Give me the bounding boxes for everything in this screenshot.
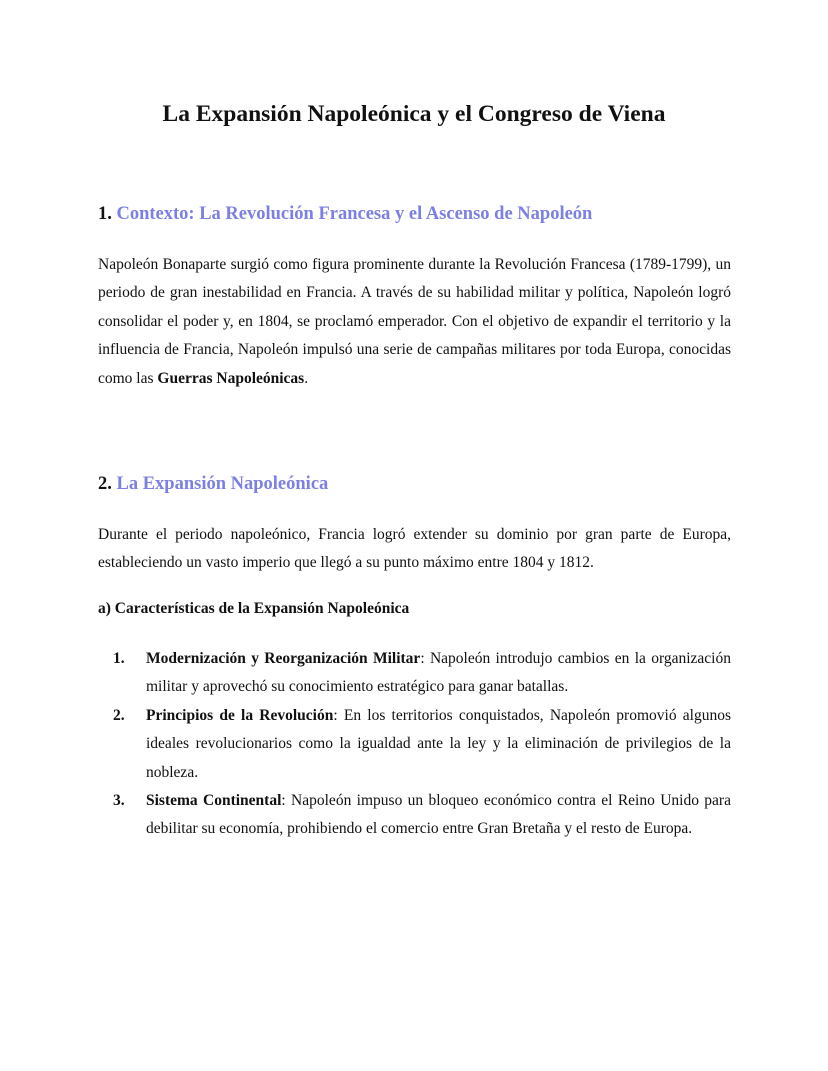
list-item-term: Sistema Continental — [146, 792, 282, 810]
list-item-text: : En los territorios conquistados, Napoleón promovió algunos ideales revolucionarios como la igualdad ante la ley y la eliminación de privilegios de la nobleza. — [146, 706, 731, 781]
section-2-paragraph: Durante el periodo napoleónico, Francia logró extender su dominio por gran parte de Europa, estableciendo un vasto imperio que llegó a su punto máximo entre 1804 y 1812. — [98, 526, 731, 572]
list-item — [98, 702, 731, 787]
list-item-term: Modernización y Reorganización Militar — [146, 650, 421, 667]
subsection-heading: a) Características de la Expansión Napoleónica — [98, 600, 410, 617]
list-item — [98, 645, 731, 702]
section-heading-2 — [98, 471, 328, 497]
list-item — [98, 787, 731, 844]
section-heading-1 — [98, 201, 592, 227]
section-heading-text: La Expansión Napoleónica — [116, 474, 329, 494]
bold-term: Guerras Napoleónicas — [157, 369, 305, 387]
list-item-term: Principios de la Revolución — [146, 706, 334, 724]
paragraph-text: Napoleón Bonaparte surgió como figura prominente durante la Revolución Francesa (1789-1799), un periodo de gran inestabilidad en Francia. A través de su habilidad militar y política, Napoleón logró consolidar el poder y, en 1804, se proclamó emperador. Con el objetivo de expandir el territorio y la influencia de Francia, Napoleón impulsó una serie de campañas militares por toda Europa, conocidas como las — [98, 256, 731, 387]
list-item-text: : Napoleón impuso un bloqueo económico contra el Reino Unido para debilitar su economía, prohibiendo el comercio entre Gran Bretaña y el resto de Europa. — [146, 792, 731, 838]
section-heading-text: Contexto: La Revolución Francesa y el Ascenso de Napoleón — [116, 204, 593, 224]
paragraph-text-end: . — [304, 369, 309, 387]
list-item-number: 3. — [113, 792, 125, 810]
list-item-text: : Napoleón introdujo cambios en la organización militar y aprovechó su conocimiento estratégico para ganar batallas. — [146, 650, 731, 696]
section-number: 1. — [98, 204, 112, 224]
characteristics-list — [98, 645, 731, 844]
document-title: La Expansión Napoleónica y el Congreso de Viena — [162, 101, 666, 127]
list-item-number: 1. — [113, 650, 125, 667]
section-number: 2. — [98, 474, 112, 494]
list-item-number: 2. — [113, 706, 125, 724]
section-1-paragraph — [98, 251, 731, 393]
